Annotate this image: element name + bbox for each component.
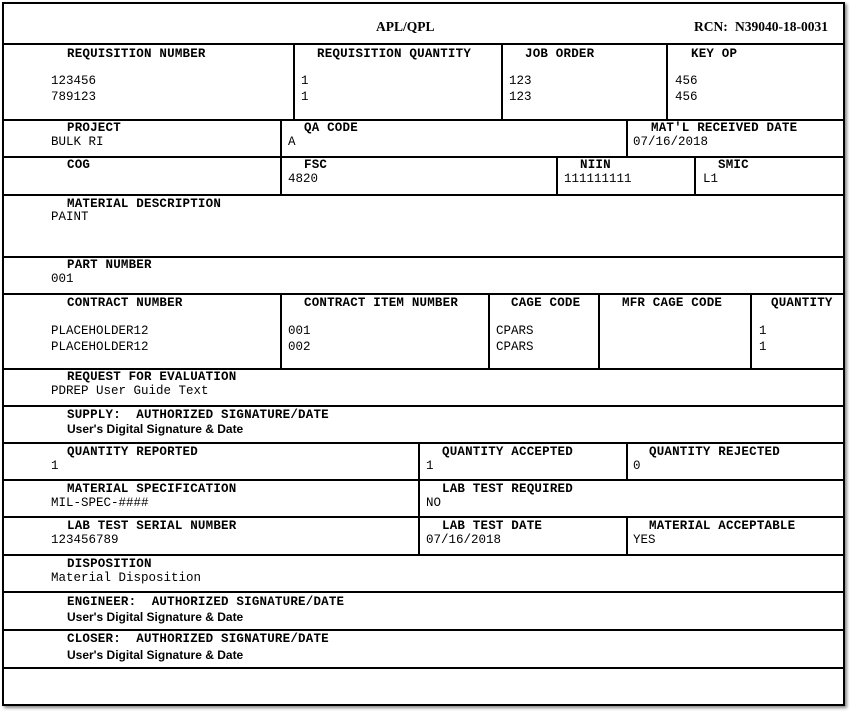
engineer-signature-value: User's Digital Signature & Date: [67, 610, 244, 624]
cage-code-1: CPARS: [496, 324, 534, 338]
rcn-value: N39040-18-0031: [735, 19, 828, 34]
fsc-label: FSC: [304, 158, 328, 172]
lab-date-label: LAB TEST DATE: [442, 519, 543, 533]
requisition-number-1: 123456: [51, 74, 97, 88]
requisition-number-2: 789123: [51, 90, 97, 104]
material-acceptable-value: YES: [633, 533, 656, 547]
job-order-cell: [501, 45, 666, 119]
contract-section: [4, 295, 843, 370]
supply-signature-label: SUPPLY: AUTHORIZED SIGNATURE/DATE: [67, 408, 329, 422]
project-cell: [4, 121, 280, 156]
material-spec-value: MIL-SPEC-####: [51, 496, 149, 510]
request-evaluation-label: REQUEST FOR EVALUATION: [67, 370, 237, 384]
smic-label: SMIC: [718, 158, 749, 172]
matl-received-value: 07/16/2018: [633, 135, 709, 149]
contract-quantity-label: QUANTITY: [771, 296, 833, 310]
quantity-rejected-cell: [626, 444, 843, 479]
matl-received-label: MAT'L RECEIVED DATE: [651, 121, 798, 135]
requisition-number-cell: [4, 45, 293, 119]
smic-value: L1: [703, 172, 719, 186]
contract-number-label: CONTRACT NUMBER: [67, 296, 183, 310]
key-op-cell: [666, 45, 843, 119]
supply-signature-section: [4, 407, 843, 444]
material-spec-section: [4, 481, 843, 518]
project-value: BULK RI: [51, 135, 104, 149]
quantity-accepted-cell: [418, 444, 626, 479]
quantity-reported-label: QUANTITY REPORTED: [67, 445, 198, 459]
closer-signature-value: User's Digital Signature & Date: [67, 648, 244, 662]
niin-cell: [556, 158, 694, 194]
lab-serial-value: 123456789: [51, 533, 119, 547]
lab-test-section: [4, 518, 843, 556]
contract-item-2: 002: [288, 340, 311, 354]
cage-code-2: CPARS: [496, 340, 534, 354]
material-description-label: MATERIAL DESCRIPTION: [67, 197, 222, 211]
contract-number-cell: [4, 295, 280, 368]
cage-code-cell: [488, 295, 598, 368]
cog-label: COG: [67, 158, 91, 172]
requisition-quantity-1: 1: [301, 74, 309, 88]
quantity-reported-cell: [4, 444, 418, 479]
lab-date-cell: [418, 518, 626, 554]
disposition-section: [4, 556, 843, 593]
contract-quantity-1: 1: [759, 324, 767, 338]
requisition-quantity-2: 1: [301, 90, 309, 104]
fsc-cell: [280, 158, 556, 194]
job-order-2: 123: [509, 90, 532, 104]
project-section: [4, 121, 843, 158]
smic-cell: [694, 158, 843, 194]
material-description-value: PAINT: [51, 210, 89, 224]
disposition-value: Material Disposition: [51, 571, 202, 585]
request-evaluation-value: PDREP User Guide Text: [51, 384, 209, 398]
quantity-rejected-value: 0: [633, 459, 641, 473]
contract-item-cell: [280, 295, 488, 368]
request-evaluation-section: [4, 370, 843, 407]
part-number-section: [4, 258, 843, 295]
engineer-signature-label: ENGINEER: AUTHORIZED SIGNATURE/DATE: [67, 595, 345, 609]
form-header: [4, 4, 843, 45]
material-spec-label: MATERIAL SPECIFICATION: [67, 482, 237, 496]
contract-number-1: PLACEHOLDER12: [51, 324, 149, 338]
key-op-2: 456: [675, 90, 698, 104]
lab-serial-label: LAB TEST SERIAL NUMBER: [67, 519, 237, 533]
lab-serial-cell: [4, 518, 418, 554]
contract-item-label: CONTRACT ITEM NUMBER: [304, 296, 459, 310]
contract-number-2: PLACEHOLDER12: [51, 340, 149, 354]
contract-item-1: 001: [288, 324, 311, 338]
lab-test-required-label: LAB TEST REQUIRED: [442, 482, 573, 496]
project-label: PROJECT: [67, 121, 121, 135]
apl-qpl-form: [2, 2, 845, 706]
part-number-label: PART NUMBER: [67, 258, 152, 272]
quantity-rejected-label: QUANTITY REJECTED: [649, 445, 780, 459]
niin-value: 111111111: [564, 172, 632, 186]
niin-label: NIIN: [580, 158, 611, 172]
disposition-label: DISPOSITION: [67, 557, 152, 571]
material-acceptable-cell: [626, 518, 843, 554]
requisition-quantity-cell: [293, 45, 501, 119]
fsc-value: 4820: [288, 172, 319, 186]
lab-date-value: 07/16/2018: [426, 533, 502, 547]
supply-signature-value: User's Digital Signature & Date: [67, 422, 244, 436]
contract-quantity-2: 1: [759, 340, 767, 354]
closer-signature-label: CLOSER: AUTHORIZED SIGNATURE/DATE: [67, 632, 329, 646]
material-description-section: [4, 196, 843, 258]
closer-signature-section: [4, 631, 843, 669]
quantity-reported-value: 1: [51, 459, 59, 473]
cog-section: [4, 158, 843, 196]
form-title: APL/QPL: [376, 19, 435, 34]
qa-code-cell: [280, 121, 626, 156]
qa-code-value: A: [288, 135, 296, 149]
key-op-label: KEY OP: [691, 47, 738, 61]
lab-test-required-cell: [418, 481, 843, 516]
mfr-cage-code-label: MFR CAGE CODE: [622, 296, 723, 310]
job-order-label: JOB ORDER: [525, 47, 595, 61]
quantity-accepted-label: QUANTITY ACCEPTED: [442, 445, 573, 459]
part-number-value: 001: [51, 272, 74, 286]
contract-quantity-cell: [750, 295, 843, 368]
requisition-section: [4, 45, 843, 121]
key-op-1: 456: [675, 74, 698, 88]
material-acceptable-label: MATERIAL ACCEPTABLE: [649, 519, 796, 533]
matl-received-cell: [626, 121, 843, 156]
job-order-1: 123: [509, 74, 532, 88]
quantity-accepted-value: 1: [426, 459, 434, 473]
material-spec-cell: [4, 481, 418, 516]
quantities-section: [4, 444, 843, 481]
requisition-quantity-label: REQUISITION QUANTITY: [317, 47, 472, 61]
cage-code-label: CAGE CODE: [511, 296, 581, 310]
mfr-cage-code-cell: [598, 295, 750, 368]
qa-code-label: QA CODE: [304, 121, 358, 135]
engineer-signature-section: [4, 593, 843, 631]
requisition-number-label: REQUISITION NUMBER: [67, 47, 206, 61]
cog-cell: [4, 158, 280, 194]
lab-test-required-value: NO: [426, 496, 442, 510]
rcn-label: RCN:: [694, 19, 728, 34]
